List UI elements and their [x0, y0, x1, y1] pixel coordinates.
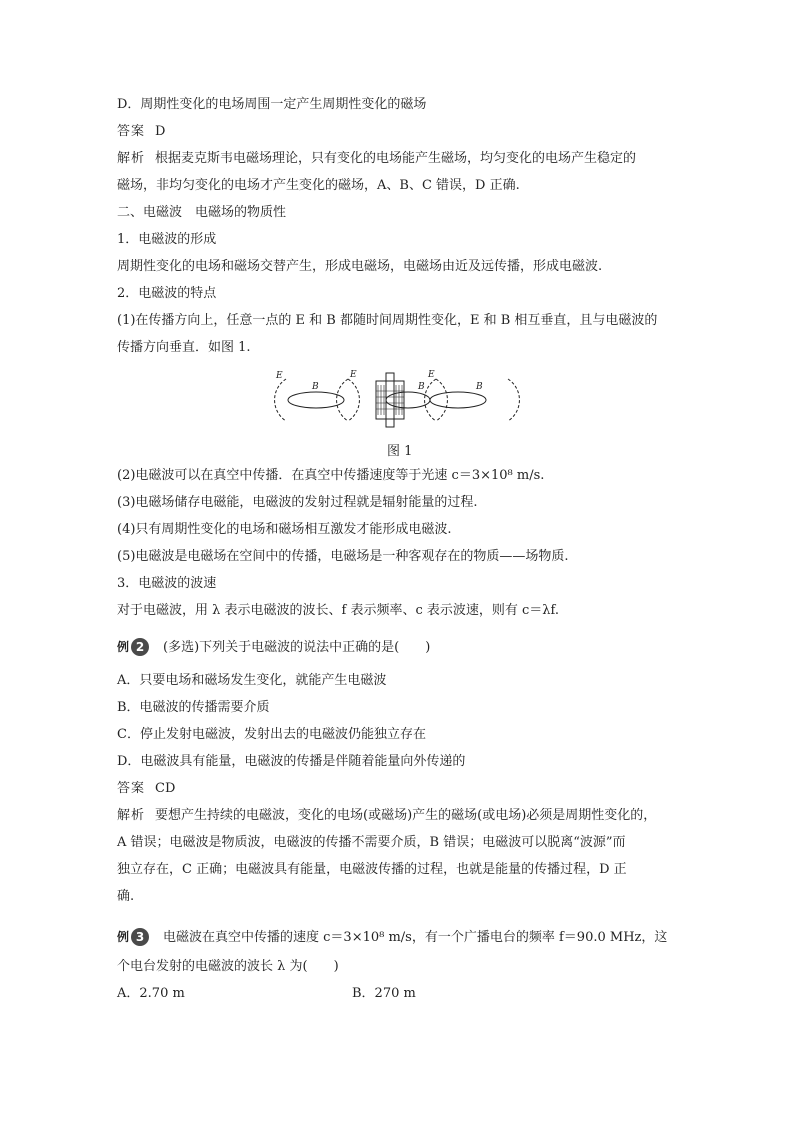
answer-label: 答案: [117, 124, 146, 139]
analysis-line-1: [117, 150, 636, 168]
feature-1-line-2: 传播方向垂直．如图 1.: [117, 340, 251, 355]
example-2-stem: (多选)下列关于电磁波的说法中正确的是( ): [163, 639, 431, 655]
ex2-option-c: C．停止发射电磁波，发射出去的电磁波仍能独立存在: [117, 727, 426, 742]
central-core: [376, 381, 404, 419]
e-loop-left-2: [337, 379, 348, 421]
example-3-badge: [117, 928, 149, 946]
analysis-line-2: 磁场，非均匀变化的电场才产生变化的磁场，A、B、C 错误，D 正确.: [117, 178, 520, 193]
ex2-answer-line: [117, 780, 175, 798]
ex2-option-a: A．只要电场和磁场发生变化，就能产生电磁波: [117, 673, 387, 688]
example-word: 例: [117, 930, 130, 944]
formation-text: 周期性变化的电场和磁场交替产生，形成电磁场，电磁场由近及远传播，形成电磁波.: [117, 259, 603, 274]
ex2-analysis-line-1: [117, 807, 656, 825]
ex2-analysis-label: 解析: [117, 808, 146, 823]
ex2-analysis-text: 要想产生持续的电磁波，变化的电场(或磁场)产生的磁场(或电场)必须是周期性变化的，: [155, 808, 657, 823]
fig-label-e2: E: [350, 370, 357, 380]
ex2-analysis-line-4: 确.: [117, 889, 135, 904]
example-3-question: [117, 928, 667, 947]
ex3-option-b: B．270 m: [352, 986, 416, 1001]
fig-label-e3: E: [428, 370, 435, 380]
b-loop-left: [288, 392, 344, 408]
example-3-stem-2: 个电台发射的电磁波的波长 λ 为( ): [117, 959, 339, 974]
fig-label-b2: B: [418, 382, 425, 392]
ex2-answer-value: CD: [155, 781, 176, 796]
fig-label-b1: B: [312, 382, 319, 392]
ex2-analysis-line-3: 独立存在，C 正确；电磁波具有能量，电磁波传播的过程，也就是能量的传播过程，D 正: [117, 862, 627, 877]
fig-label-b3: B: [476, 382, 483, 392]
core-hatching: [376, 385, 404, 415]
feature-4: (4)只有周期性变化的电场和磁场相互激发才能形成电磁波.: [117, 522, 452, 537]
subheading-speed: 3．电磁波的波速: [117, 576, 217, 591]
ex2-answer-label: 答案: [117, 781, 146, 796]
e-loop-left: [348, 379, 359, 421]
answer-value: D: [155, 124, 166, 139]
figure-caption: 图 1: [387, 444, 413, 459]
feature-3: (3)电磁场储存电磁能，电磁波的发射过程就是辐射能量的过程.: [117, 495, 478, 510]
em-wave-figure: [268, 365, 528, 435]
e-loop-far-right: [508, 379, 519, 421]
analysis-label: 解析: [117, 151, 146, 166]
feature-1-line-1: (1)在传播方向上，任意一点的 E 和 B 都随时间周期性变化，E 和 B 相互垂直，且与电磁波的: [117, 313, 658, 328]
e-loop-far-left: [275, 379, 286, 421]
subheading-formation: 1．电磁波的形成: [117, 232, 217, 247]
example-2-question: [117, 638, 430, 657]
ex2-option-d: D．电磁波具有能量，电磁波的传播是伴随着能量向外传递的: [117, 754, 466, 769]
subheading-features: 2．电磁波的特点: [117, 286, 217, 301]
ex2-option-b: B．电磁波的传播需要介质: [117, 700, 270, 715]
example-3-stem-1: 电磁波在真空中传播的速度 c＝3×10⁸ m/s，有一个广播电台的频率 f＝90.0 MHz，这: [163, 929, 668, 945]
ex3-option-a: A．2.70 m: [117, 986, 185, 1001]
section-heading: 二、电磁波 电磁场的物质性: [117, 205, 287, 220]
example-2-badge: [117, 638, 149, 656]
answer-line: [117, 123, 165, 141]
ex2-analysis-line-2: A 错误；电磁波是物质波，电磁波的传播不需要介质，B 错误；电磁波可以脱离“波源”而: [117, 835, 626, 850]
feature-2: (2)电磁波可以在真空中传播．在真空中传播速度等于光速 c＝3×10⁸ m/s.: [117, 468, 545, 483]
option-d-text: D．周期性变化的电场周围一定产生周期性变化的磁场: [117, 97, 427, 112]
example-number: 2: [131, 638, 149, 656]
example-number: 3: [131, 928, 149, 946]
example-word: 例: [117, 640, 130, 654]
b-loop-right: [430, 392, 486, 408]
fig-label-e1: E: [276, 371, 283, 381]
feature-5: (5)电磁波是电磁场在空间中的传播，电磁场是一种客观存在的物质——场物质.: [117, 549, 569, 564]
speed-text: 对于电磁波，用 λ 表示电磁波的波长、f 表示频率、c 表示波速，则有 c＝λf.: [117, 603, 559, 618]
e-loop-right-2: [436, 379, 447, 421]
analysis-text: 根据麦克斯韦电磁场理论，只有变化的电场能产生磁场，均匀变化的电场产生稳定的: [155, 151, 637, 166]
b-loop-mid: [386, 392, 430, 408]
